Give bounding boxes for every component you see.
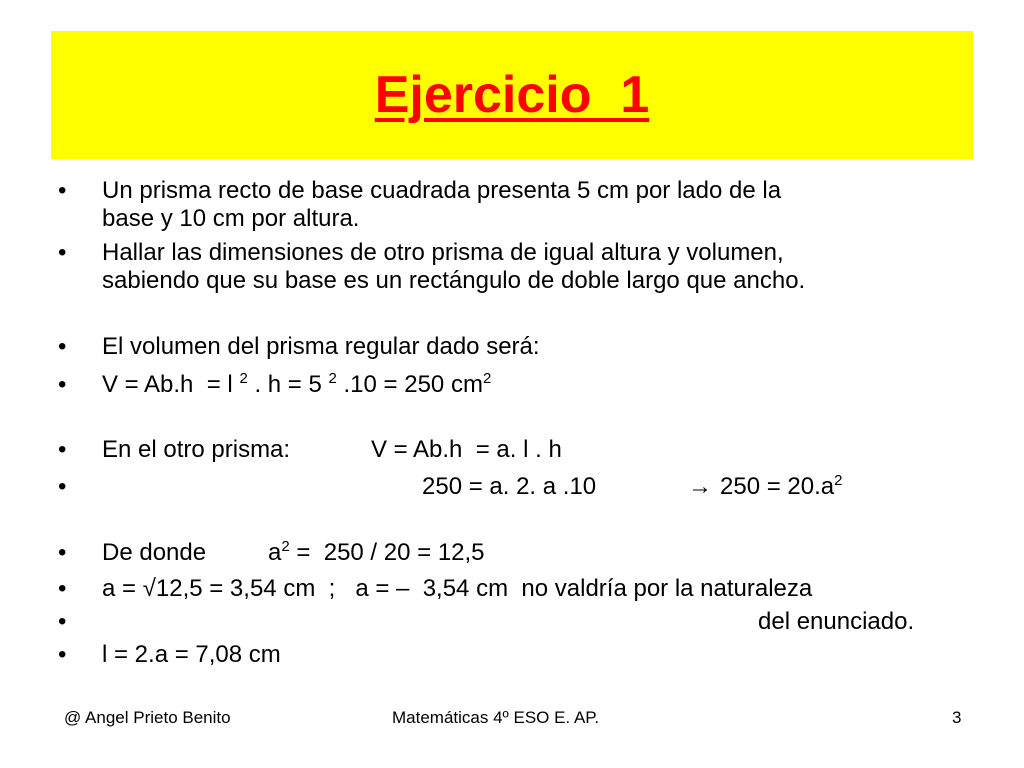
bullet-marker: • <box>58 575 67 602</box>
problem-statement-line1: Un prisma recto de base cuadrada presenta 5 cm por lado de la <box>102 177 782 204</box>
volume-formula: V = Ab.h = l $^2$ . h = 5 $^2$ .10 = 250 $cm^2$ <box>102 370 492 398</box>
bullet-marker: • <box>58 539 67 566</box>
bullet-marker: • <box>58 608 67 635</box>
other-prism-label: En el otro prisma: <box>102 436 291 463</box>
slide-title: Ejercicio 1 <box>374 66 650 124</box>
equation-substitution: 250 = a. 2. a .10 <box>422 473 597 500</box>
bullet-marker: • <box>58 641 67 668</box>
title-banner <box>51 31 973 159</box>
bullet-marker: • <box>58 333 67 360</box>
a-squared-equation: $a^2 = 250 / 20 = 12,5$ <box>268 538 485 566</box>
a-solution-continued: del enunciado. <box>758 608 915 635</box>
bullet-marker: • <box>58 177 67 204</box>
de-donde-label: De donde <box>102 539 207 566</box>
l-solution: l = 2.a = 7,08 cm <box>102 641 281 668</box>
bullet-marker: • <box>58 473 67 500</box>
footer-author: @ Angel Prieto Benito <box>64 708 231 727</box>
problem-statement-line2: base y 10 cm por altura. <box>102 205 360 232</box>
task-statement-line2: sabiendo que su base es un rectángulo de doble largo que ancho. <box>102 267 806 294</box>
footer-page-number: 3 <box>952 708 962 727</box>
bullet-marker: • <box>58 371 67 398</box>
volume-intro: El volumen del prisma regular dado será: <box>102 333 540 360</box>
equation-result: $250 = 20.a^2$ <box>720 472 843 500</box>
arrow-icon: → <box>688 473 712 500</box>
footer-course: Matemáticas 4º ESO E. AP. <box>392 708 600 727</box>
a-solution: a = √12,5 = 3,54 cm ; a = – 3,54 cm no valdría por la naturaleza <box>102 575 813 602</box>
bullet-marker: • <box>58 436 67 463</box>
task-statement-line1: Hallar las dimensiones de otro prisma de igual altura y volumen, <box>102 239 784 266</box>
bullet-marker: • <box>58 239 67 266</box>
other-prism-formula: V = Ab.h = a. l . h <box>371 436 562 463</box>
